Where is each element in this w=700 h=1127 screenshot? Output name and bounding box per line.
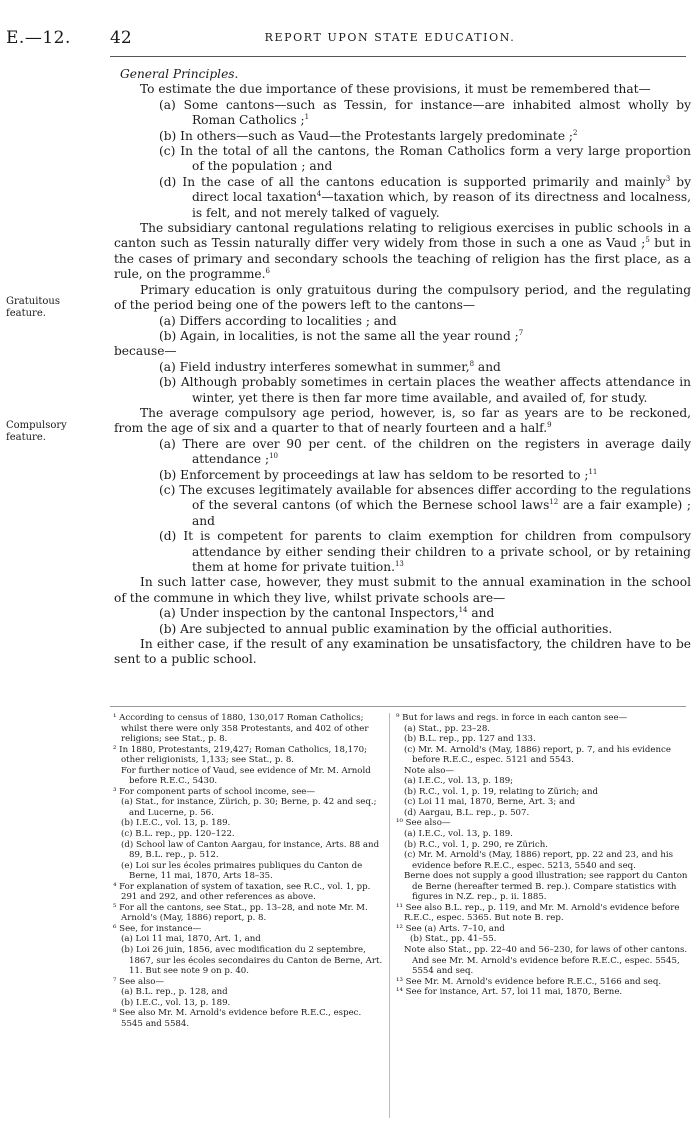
footnote: Note also— xyxy=(404,765,455,776)
footnotes-left-column xyxy=(113,713,385,1029)
footnote: ⁶ See, for instance— xyxy=(113,923,202,934)
footnote: (a) B.L. rep., p. 128, and xyxy=(121,987,228,998)
list-item: (a) Under inspection by the cantonal Inspectors,$^{14}$ and xyxy=(159,606,495,621)
list-item: (a) Some cantons—such as Tessin, for instance—are inhabited almost wholly by Roman Catholics ;$^1$ xyxy=(159,97,691,128)
list-item: (b) Enforcement by proceedings at law has seldom to be resorted to ;$^{11}$ xyxy=(159,467,598,482)
paragraph: because— xyxy=(114,344,177,359)
paragraph: In such latter case, however, they must submit to the annual examination in the school of the commune in which they live, whilst private schools are— xyxy=(114,575,691,605)
footnote: ¹⁰ See also— xyxy=(396,818,451,829)
footnote: (b) I.E.C., vol. 13, p. 189. xyxy=(121,997,231,1008)
list-item: (b) In others—such as Vaud—the Protestants largely predominate ;$^2$ xyxy=(159,128,578,143)
footnote: (c) Mr. M. Arnold's (May, 1886) report, p. 7, and his evidence before R.E.C., espec. 5121 and 5543. xyxy=(404,744,671,766)
paragraph: Primary education is only gratuitous during the compulsory period, and the regulating of the period being one of the powers left to the cantons— xyxy=(114,282,691,313)
footnote-column-divider xyxy=(389,713,390,1118)
list-item: (b) Again, in localities, is not the same all the year round ;$^7$ xyxy=(159,328,524,343)
list-item: (d) It is competent for parents to claim exemption for children from compulsory attendance by either sending their children to a private school, or by retaining them at home for private tuition.$^{13}$ xyxy=(159,529,691,574)
footnote: (a) I.E.C., vol. 13, p. 189; xyxy=(404,776,514,787)
footnote: (c) Loi 11 mai, 1870, Berne, Art. 3; and xyxy=(404,797,576,808)
header-rule xyxy=(110,56,686,57)
section-heading: General Principles. xyxy=(120,67,239,81)
footnote: ¹³ See Mr. M. Arnold's evidence before R.E.C., 5166 and seq. xyxy=(396,976,662,987)
page-number: 42 xyxy=(110,28,132,48)
footnote: Berne does not supply a good illustration; see rapport du Canton de Berne (hereafter termed B. rep.). Compare statistics with figures in N.Z. rep., p. ii. 1885. xyxy=(404,871,688,903)
footnote: For further notice of Vaud, see evidence of Mr. M. Arnold before R.E.C., 5430. xyxy=(121,765,371,787)
list-item: (a) Differs according to localities ; and xyxy=(159,313,397,328)
footnote: ¹² See (a) Arts. 7–10, and xyxy=(396,923,505,934)
footnote: (e) Loi sur les écoles primaires publiques du Canton de Berne, 11 mai, 1870, Arts 18–35. xyxy=(121,860,363,882)
list-item: (c) In the total of all the cantons, the Roman Catholics form a very large proportion of the population ; and xyxy=(159,144,691,174)
footnote: ⁷ See also— xyxy=(113,976,165,987)
footnote: (b) R.C., vol. 1, p. 290, re Zürich. xyxy=(404,839,548,850)
footnote: (c) Mr. M. Arnold's (May, 1886) report, pp. 22 and 23, and his evidence before R.E.C., espec. 5213, 5540 and seq. xyxy=(404,850,674,871)
footnote: ¹ According to census of 1880, 130,017 Roman Catholics; whilst there were only 358 Protestants, and 402 of other religions; see Stat., p. 8. xyxy=(113,713,369,745)
footnote: ⁸ See also Mr. M. Arnold's evidence before R.E.C., espec. 5545 and 5584. xyxy=(113,1008,362,1029)
footnote: Note also Stat., pp. 22–40 and 56–230, for laws of other cantons. And see Mr. M. Arnold's evidence before R.E.C., espec. 5545, 5554 and seq. xyxy=(404,945,688,977)
footnote: ⁹ But for laws and regs. in force in each canton see— xyxy=(396,713,628,723)
footnote: (a) Stat., pp. 23–28. xyxy=(404,723,491,734)
margin-note-gratuitous: Gratuitous feature. xyxy=(6,296,60,319)
footnote: ³ For component parts of school income, see— xyxy=(113,786,315,797)
list-item: (a) There are over 90 per cent. of the children on the registers in average daily attendance ;$^{10}$ xyxy=(159,436,691,467)
paragraph: The average compulsory age period, however, is, so far as years are to be reckoned, from the age of six and a quarter to that of nearly fourteen and a half.$^9$ xyxy=(114,405,691,436)
running-title: REPORT UPON STATE EDUCATION. xyxy=(264,31,516,44)
list-item: (a) Field industry interferes somewhat in summer,$^8$ and xyxy=(159,359,501,374)
margin-note-compulsory: Compulsory feature. xyxy=(6,420,67,443)
list-item: (d) In the case of all the cantons education is supported primarily and mainly$^3$ by direct local taxation$^4$—taxation which, by reason of its directness and localness, is felt, and not merely talked of vaguely. xyxy=(159,174,691,220)
footnote: ¹⁴ See for instance, Art. 57, loi 11 mai, 1870, Berne. xyxy=(396,987,623,998)
footnote: (b) R.C., vol. 1, p. 19, relating to Zürich; and xyxy=(404,786,599,797)
footnote: (a) Stat., for instance, Zürich, p. 30; Berne, p. 42 and seq.; and Lucerne, p. 56. xyxy=(121,797,377,818)
paragraph: In either case, if the result of any examination be unsatisfactory, the children have to be sent to a public school. xyxy=(114,637,691,667)
page-code: E.—12. xyxy=(6,28,71,48)
footnote: (d) School law of Canton Aargau, for instance, Arts. 88 and 89, B.L. rep., p. 512. xyxy=(121,839,380,861)
footnote-rule xyxy=(110,706,686,707)
list-item: (b) Are subjected to annual public examination by the official authorities. xyxy=(159,621,613,636)
footnote: (b) B.L. rep., pp. 127 and 133. xyxy=(404,734,536,745)
footnote: (b) I.E.C., vol. 13, p. 189. xyxy=(121,818,231,829)
footnote: (d) Aargau, B.L. rep., p. 507. xyxy=(404,807,530,818)
list-item: (b) Although probably sometimes in certain places the weather affects attendance in winter, yet there is then far more time available, and availed of, for study. xyxy=(159,375,691,405)
footnote: ² In 1880, Protestants, 219,427; Roman Catholics, 18,170; other religionists, 1,133; see Stat., p. 8. xyxy=(113,744,367,766)
footnote: ⁴ For explanation of system of taxation, see R.C., vol. 1, pp. 291 and 292, and other references as above. xyxy=(113,881,371,903)
body-text xyxy=(114,67,691,668)
footnote: (c) B.L. rep., pp. 120–122. xyxy=(121,829,235,840)
footnote: (b) Loi 26 juin, 1856, avec modification du 2 septembre, 1867, sur les écoles secondaires du Canton de Berne, Art. 11. But see note 9 on p. 40. xyxy=(121,945,383,977)
footnote: (a) I.E.C., vol. 13, p. 189. xyxy=(404,829,513,840)
footnotes-right-column xyxy=(396,713,696,998)
paragraph: The subsidiary cantonal regulations relating to religious exercises in public schools in a canton such as Tessin naturally differ very widely from those in such a one as Vaud ;$^5$ but in the cases of primary and secondary schools the teaching of religion has the first place, as a rule, on the programme.$^6$ xyxy=(114,221,691,282)
footnote: (a) Loi 11 mai, 1870, Art. 1, and xyxy=(121,934,261,945)
footnote: (b) Stat., pp. 41–55. xyxy=(410,934,497,945)
footnote: ⁵ For all the cantons, see Stat., pp. 13–28, and note Mr. M. Arnold's (May, 1886) report, p. 8. xyxy=(113,902,368,924)
paragraph: To estimate the due importance of these provisions, it must be remembered that— xyxy=(140,82,651,97)
footnote: ¹¹ See also B.L. rep., p. 119, and Mr. M. Arnold's evidence before R.E.C., espec. 5365. But note B. rep. xyxy=(396,902,680,924)
list-item: (c) The excuses legitimately available for absences differ according to the regulations of the several cantons (of which the Bernese school laws$^{12}$ are a fair example) ; and xyxy=(159,482,691,528)
